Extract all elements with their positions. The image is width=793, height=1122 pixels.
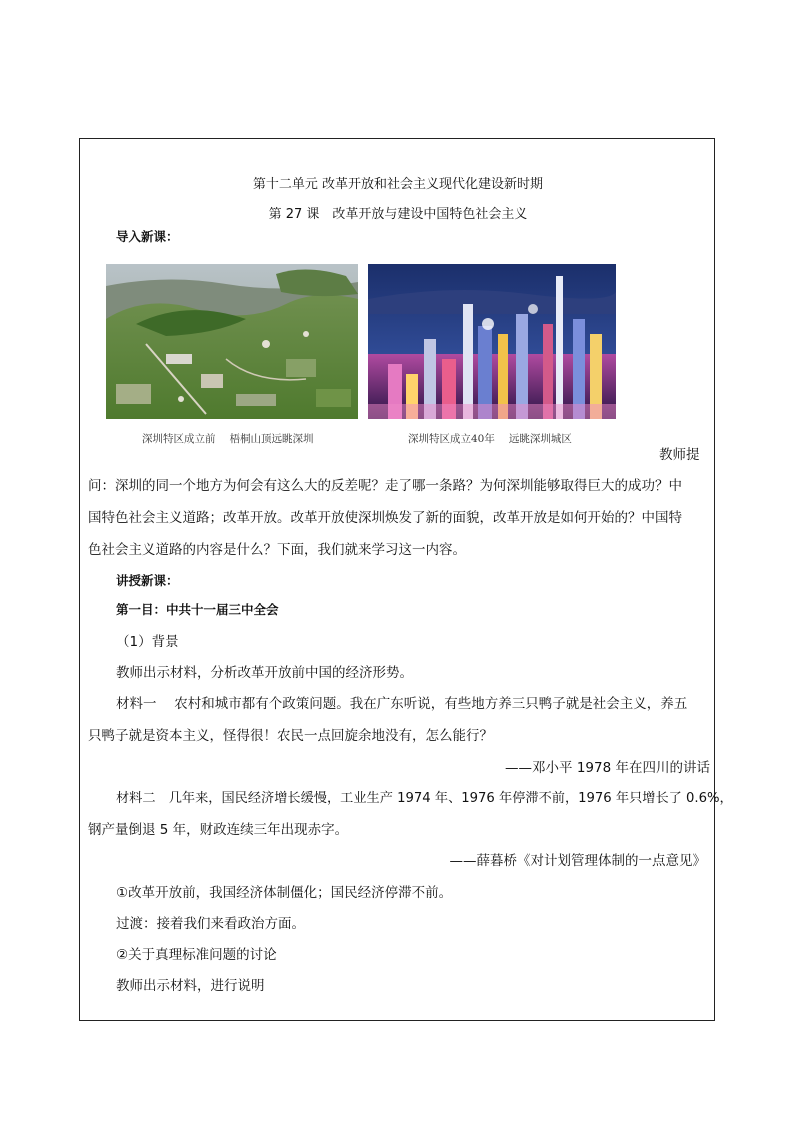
- unit-title: 第十二单元 改革开放和社会主义现代化建设新时期: [252, 177, 544, 192]
- teacher-question-lead: 教师提: [659, 447, 700, 463]
- transition-text: 过渡：接着我们来看政治方面。: [116, 916, 305, 932]
- teacher-question-line: 国特色社会主义道路；改革开放。改革开放使深圳焕发了新的面貌，改革开放是如何开始的？中国特: [88, 510, 682, 526]
- material2-source: ——薛暮桥《对计划管理体制的一点意见》: [449, 853, 706, 869]
- lecture-heading: 讲授新课：: [116, 573, 179, 588]
- lesson-table-cell: [79, 138, 733, 1021]
- material1-line: 材料一 农村和城市都有个政策问题。我在广东听说，有些地方养三只鸭子就是社会主义，养五: [116, 696, 688, 712]
- material2-line: 钢产量倒退 5 年，财政连续三年出现赤字。: [88, 822, 349, 838]
- point2-text: ②关于真理标准问题的讨论: [116, 947, 277, 963]
- background-label: （1）背景: [116, 634, 179, 650]
- material1-line: 只鸭子就是资本主义，怪得很！农民一点回旋余地没有，怎么能行？: [88, 728, 493, 744]
- teacher-explains-text: 教师出示材料，进行说明: [116, 978, 265, 994]
- shenzhen-after-image: [368, 264, 616, 419]
- shenzhen-after-caption: 深圳特区成立40年 远眺深圳城区: [408, 433, 572, 445]
- teacher-question-line: 问：深圳的同一个地方为何会有这么大的反差呢？走了哪一条路？为何深圳能够取得巨大的成功？中: [88, 478, 682, 494]
- shenzhen-before-caption: 深圳特区成立前 梧桐山顶远眺深圳: [142, 433, 314, 445]
- point1-text: ①改革开放前，我国经济体制僵化；国民经济停滞不前。: [116, 885, 453, 901]
- shenzhen-before-image: [106, 264, 358, 419]
- teacher-question-line: 色社会主义道路的内容是什么？下面，我们就来学习这一内容。: [88, 542, 466, 558]
- intro-heading: 导入新课：: [116, 229, 179, 244]
- section1-heading: 第一目：中共十一届三中全会: [116, 602, 279, 617]
- material2-line: 材料二 几年来，国民经济增长缓慢，工业生产 1974 年、1976 年停滞不前，1976 年只增长了 0.6%，: [116, 791, 733, 806]
- lesson-title: 第 27 课 改革开放与建设中国特色社会主义: [268, 207, 528, 222]
- material1-source: ——邓小平 1978 年在四川的讲话: [505, 760, 710, 776]
- teacher-shows-text: 教师出示材料，分析改革开放前中国的经济形势。: [116, 665, 413, 681]
